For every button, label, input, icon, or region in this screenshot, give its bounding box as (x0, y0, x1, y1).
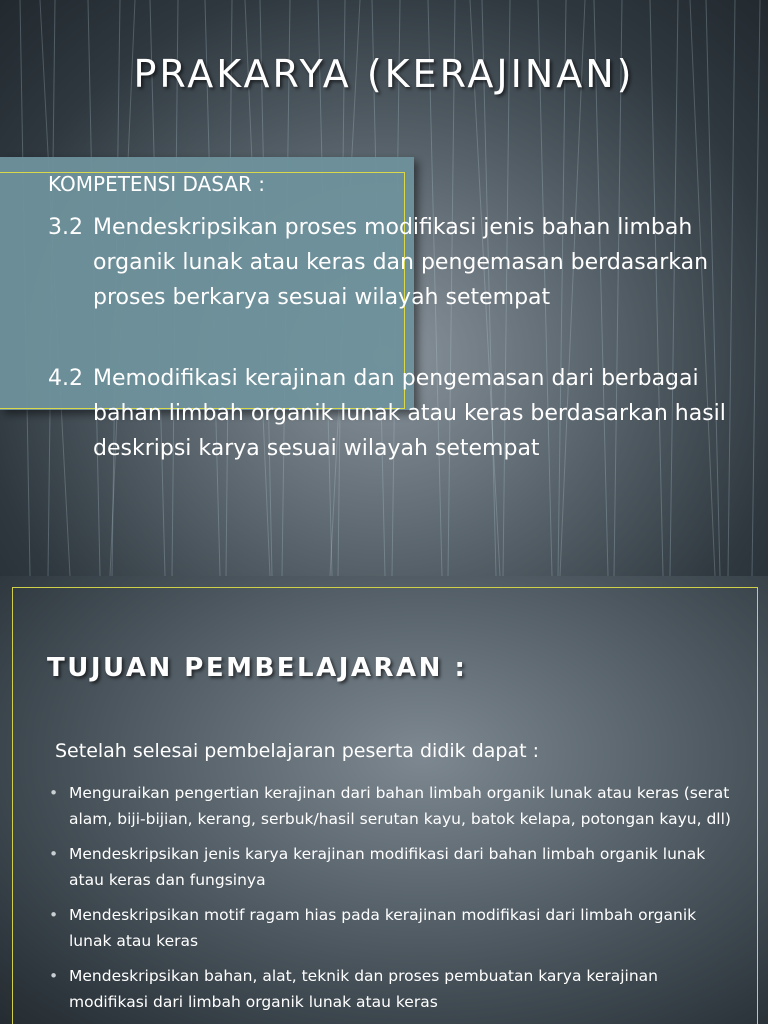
list-item (47, 963, 737, 1015)
bullet-icon: • (49, 906, 59, 924)
list-item (47, 841, 737, 893)
bullet-icon: • (49, 967, 59, 985)
list-item-text: Menguraikan pengertian kerajinan dari bahan limbah organik lunak atau keras (serat alam, biji-bijian, kerang, serbuk/hasil serutan kayu, batok kelapa, potongan kayu, dll) (69, 784, 731, 828)
intro-text: Setelah selesai pembelajaran peserta didik dapat : (55, 740, 539, 762)
list-item (47, 902, 737, 954)
kd-item (48, 210, 728, 315)
slide-title: TUJUAN PEMBELAJARAN : (47, 653, 468, 683)
list-item-text: Mendeskripsikan jenis karya kerajinan modifikasi dari bahan limbah organik lunak atau keras dan fungsinya (69, 845, 706, 889)
kd-heading: KOMPETENSI DASAR : (48, 172, 265, 196)
kd-item-number: 4.2 (48, 366, 83, 391)
bullet-icon: • (49, 845, 59, 863)
kd-item-text: Memodifikasi kerajinan dan pengemasan dari berbagai bahan limbah organik lunak atau keras berdasarkan hasil deskripsi karya sesuai wilayah setempat (93, 366, 726, 461)
kd-item (48, 361, 728, 466)
slide-2 (0, 576, 768, 1024)
list-item-text: Mendeskripsikan motif ragam hias pada kerajinan modifikasi dari limbah organik lunak atau keras (69, 906, 697, 950)
kd-item-number: 3.2 (48, 215, 83, 240)
list-item-text: Mendeskripsikan bahan, alat, teknik dan proses pembuatan karya kerajinan modifikasi dari limbah organik lunak atau keras (69, 967, 658, 1011)
bullet-icon: • (49, 784, 59, 802)
objective-list (47, 780, 737, 1024)
slide-title: PRAKARYA (KERAJINAN) (133, 52, 635, 96)
kd-item-text: Mendeskripsikan proses modifikasi jenis bahan limbah organik lunak atau keras dan pengemasan berdasarkan proses berkarya sesuai wilayah setempat (93, 215, 709, 310)
list-item (47, 780, 737, 832)
